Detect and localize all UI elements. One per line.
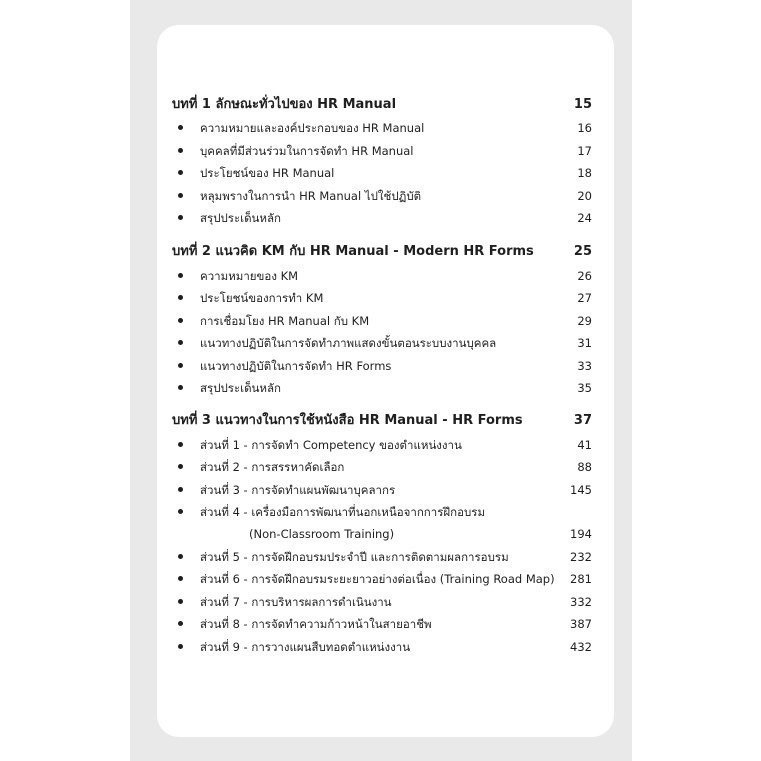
- toc-entry: ส่วนที่ 5 - การจัดฝึกอบรมประจำปี และการติดตามผลการอบรม: [200, 550, 509, 564]
- bullet-icon: [178, 576, 183, 581]
- chapter-title: บทที่ 2 แนวคิด KM กับ HR Manual - Modern HR Forms: [172, 244, 534, 259]
- toc-entry-page: 24: [577, 211, 592, 225]
- toc-entry: แนวทางปฏิบัติในการจัดทำ HR Forms: [200, 359, 392, 373]
- bullet-icon: [178, 385, 183, 390]
- bullet-icon: [178, 599, 183, 604]
- table-of-contents: [157, 25, 614, 737]
- toc-entry-continuation: (Non-Classroom Training): [249, 527, 395, 541]
- toc-entry-page: 281: [570, 572, 592, 586]
- toc-entry-page: 145: [570, 483, 592, 497]
- toc-entry-page: 31: [577, 336, 592, 350]
- bullet-icon: [178, 125, 183, 130]
- toc-entry-page: 29: [577, 314, 592, 328]
- chapter-page-number: 37: [573, 413, 592, 428]
- toc-entry-page: 26: [577, 269, 592, 283]
- toc-entry: ส่วนที่ 2 - การสรรหาคัดเลือก: [200, 460, 345, 474]
- toc-page: [157, 25, 614, 737]
- chapter-title: บทที่ 3 แนวทางในการใช้หนังสือ HR Manual - HR Forms: [172, 413, 523, 428]
- toc-entry: ความหมายของ KM: [200, 269, 299, 283]
- toc-entry-page: 18: [577, 166, 592, 180]
- toc-entry: บุคคลที่มีส่วนร่วมในการจัดทำ HR Manual: [200, 144, 414, 158]
- bullet-icon: [178, 363, 183, 368]
- toc-entry: สรุปประเด็นหลัก: [200, 211, 281, 225]
- toc-entry: ประโยชน์ของการทำ KM: [200, 291, 324, 305]
- bullet-icon: [178, 170, 183, 175]
- bullet-icon: [178, 509, 183, 514]
- bullet-icon: [178, 340, 183, 345]
- bullet-icon: [178, 554, 183, 559]
- toc-entry: การเชื่อมโยง HR Manual กับ KM: [200, 314, 370, 328]
- toc-entry-page: 332: [570, 595, 592, 609]
- toc-entry: ประโยชน์ของ HR Manual: [200, 166, 335, 180]
- bullet-icon: [178, 295, 183, 300]
- bullet-icon: [178, 621, 183, 626]
- bullet-icon: [178, 273, 183, 278]
- toc-entry-page: 387: [570, 617, 592, 631]
- toc-entry-page: 232: [570, 550, 592, 564]
- bullet-icon: [178, 464, 183, 469]
- toc-entry-page: 432: [570, 640, 592, 654]
- bullet-icon: [178, 215, 183, 220]
- toc-entry: ส่วนที่ 8 - การจัดทำความก้าวหน้าในสายอาชีพ: [200, 617, 432, 631]
- toc-entry-page: 194: [570, 527, 592, 541]
- toc-entry-page: 27: [577, 291, 592, 305]
- chapter-page-number: 25: [573, 244, 592, 259]
- toc-entry-page: 41: [577, 438, 592, 452]
- toc-entry: หลุมพรางในการนำ HR Manual ไปใช้ปฏิบัติ: [200, 189, 422, 203]
- toc-entry: ส่วนที่ 6 - การจัดฝึกอบรมระยะยาวอย่างต่อเนื่อง (Training Road Map): [200, 572, 555, 586]
- toc-entry: ส่วนที่ 7 - การบริหารผลการดำเนินงาน: [200, 595, 392, 609]
- chapter-title: บทที่ 1 ลักษณะทั่วไปของ HR Manual: [172, 97, 397, 112]
- toc-entry: สรุปประเด็นหลัก: [200, 381, 281, 395]
- toc-entry-page: 17: [577, 144, 592, 158]
- toc-entry: ส่วนที่ 3 - การจัดทำแผนพัฒนาบุคลากร: [200, 483, 396, 497]
- bullet-icon: [178, 148, 183, 153]
- toc-entry-page: 20: [577, 189, 592, 203]
- bullet-icon: [178, 318, 183, 323]
- bullet-icon: [178, 487, 183, 492]
- bullet-icon: [178, 644, 183, 649]
- toc-entry-page: 88: [577, 460, 592, 474]
- toc-entry-page: 35: [577, 381, 592, 395]
- chapter-page-number: 15: [573, 97, 592, 112]
- toc-entry-page: 33: [577, 359, 592, 373]
- toc-entry: แนวทางปฏิบัติในการจัดทำภาพแสดงขั้นตอนระบบงานบุคคล: [200, 336, 497, 350]
- bullet-icon: [178, 193, 183, 198]
- toc-entry: ส่วนที่ 9 - การวางแผนสืบทอดตำแหน่งงาน: [200, 640, 411, 654]
- toc-entry: ส่วนที่ 1 - การจัดทำ Competency ของตำแหน่งงาน: [200, 438, 462, 452]
- toc-entry-page: 16: [577, 121, 592, 135]
- toc-entry: ความหมายและองค์ประกอบของ HR Manual: [200, 121, 425, 135]
- bullet-icon: [178, 442, 183, 447]
- toc-entry: ส่วนที่ 4 - เครื่องมือการพัฒนาที่นอกเหนือจากการฝึกอบรม: [200, 505, 486, 519]
